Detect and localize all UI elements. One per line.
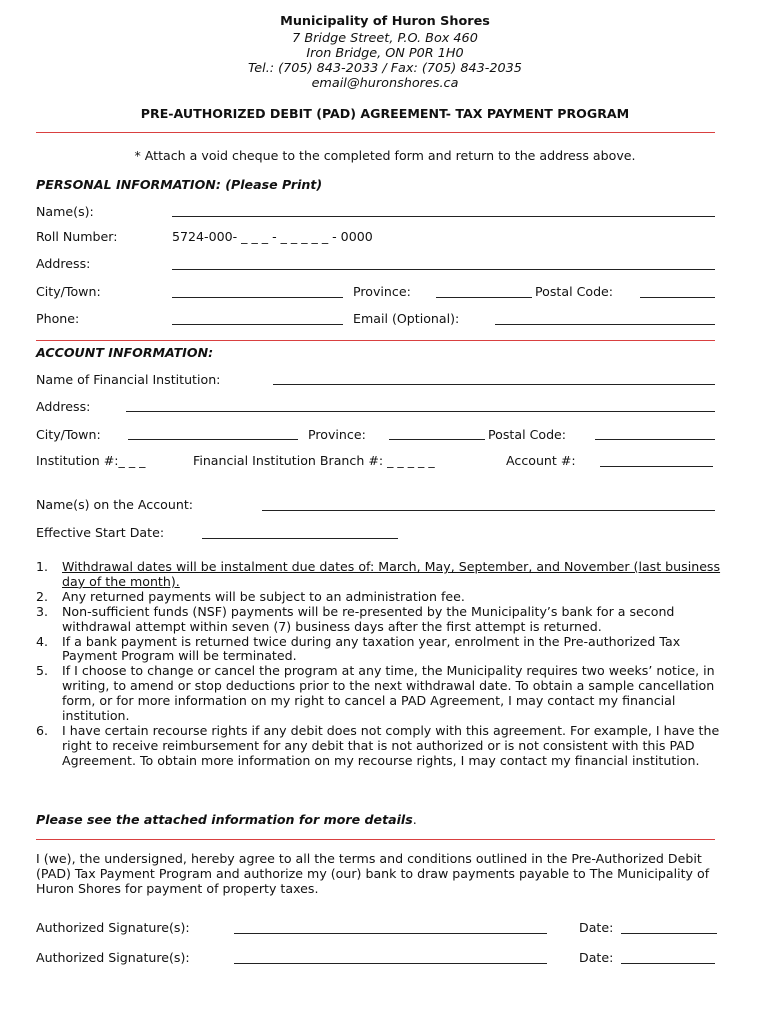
phone-field[interactable]: [172, 324, 343, 325]
signature-label-2: Authorized Signature(s):: [36, 950, 190, 965]
details-divider: [36, 839, 715, 840]
branch-number-field[interactable]: Financial Institution Branch #: _ _ _ _ _: [193, 453, 435, 468]
account-postal-field[interactable]: [595, 439, 715, 440]
address-label: Address:: [36, 256, 91, 271]
term-item: 2. Any returned payments will be subject to an administration fee.: [36, 588, 465, 604]
account-province-field[interactable]: [389, 439, 485, 440]
account-number-label: Account #:: [506, 453, 576, 468]
date-label-1: Date:: [579, 920, 614, 935]
account-address-field[interactable]: [126, 411, 715, 412]
postal-code-field[interactable]: [640, 297, 715, 298]
details-note: Please see the attached information for more details.: [36, 812, 417, 827]
agreement-paragraph: I (we), the undersigned, hereby agree to all the terms and conditions outlined in the Pre-Authorized Debit (PAD) Tax Payment Program and authorize my (our) bank to draw payments payable to The Municipality of Huron Shores for payment of property taxes.: [36, 851, 710, 896]
names-field[interactable]: [172, 216, 715, 217]
term-item: 1. Withdrawal dates will be instalment due dates of: March, May, September, and November (last business day of the month).: [36, 559, 721, 589]
term-item: 4. If a bank payment is returned twice during any taxation year, enrolment in the Pre-authorized Tax Payment Program will be terminated.: [36, 633, 681, 664]
postal-code-label: Postal Code:: [535, 284, 614, 299]
signature-field-1[interactable]: [234, 933, 547, 934]
term-text: Non-sufficient funds (NSF) payments will be re-presented by the Municipality’s bank for a second withdrawal attempt within seven (7) business days after the first attempt is returned.: [62, 603, 675, 634]
roll-number-field[interactable]: 5724-000- _ _ _ - _ _ _ _ _ - 0000: [172, 229, 373, 244]
address-field[interactable]: [172, 269, 715, 270]
province-label: Province:: [353, 284, 411, 299]
term-text: If I choose to change or cancel the program at any time, the Municipality requires two weeks’ notice, in writing, to amend or stop deductions prior to the next withdrawal date. To obtain a sample cancellation form, or for more information on my right to cancel a PAD Agreement, I may contact my financial institution.: [62, 663, 715, 724]
term-text: If a bank payment is returned twice during any taxation year, enrolment in the Pre-authorized Tax Payment Program will be terminated.: [62, 633, 681, 664]
account-postal-label: Postal Code:: [488, 427, 567, 442]
date-field-1[interactable]: [621, 933, 717, 934]
term-item: 6. I have certain recourse rights if any debit does not comply with this agreement. For example, I have the right to receive reimbursement for any debit that is not authorized or is not consistent with this PAD Agreement. To obtain more information on my recourse rights, I may contact my financial institution.: [36, 722, 720, 768]
account-address-label: Address:: [36, 399, 91, 414]
account-info-heading: ACCOUNT INFORMATION:: [36, 345, 214, 360]
date-field-2[interactable]: [621, 963, 715, 964]
org-address-line1: 7 Bridge Street, P.O. Box 460: [292, 31, 478, 46]
institution-number-field[interactable]: Institution #:_ _ _: [36, 453, 146, 468]
signature-label-1: Authorized Signature(s):: [36, 920, 190, 935]
terms-list: [36, 560, 736, 769]
names-on-account-field[interactable]: [262, 510, 715, 511]
account-city-label: City/Town:: [36, 427, 101, 442]
term-text: I have certain recourse rights if any debit does not comply with this agreement. For example, I have the right to receive reimbursement for any debit that is not authorized or is not consistent with this PAD Agreement. To obtain more information on my recourse rights, I may contact my financial institution.: [62, 722, 720, 768]
org-address-line2: Iron Bridge, ON P0R 1H0: [306, 46, 464, 61]
term-text: Any returned payments will be subject to an administration fee.: [62, 588, 465, 604]
personal-info-heading: PERSONAL INFORMATION: (Please Print): [36, 177, 323, 192]
account-province-label: Province:: [308, 427, 366, 442]
start-date-field[interactable]: [202, 538, 398, 539]
term-text: Withdrawal dates will be instalment due dates of: March, May, September, and November (last business day of the month).: [62, 559, 721, 589]
title-divider: [36, 132, 715, 133]
term-item: 5. If I choose to change or cancel the program at any time, the Municipality requires two weeks’ notice, in writing, to amend or stop deductions prior to the next withdrawal date. To obtain a sample cancellation form, or for more information on my right to cancel a PAD Agreement, I may contact my financial institution.: [36, 663, 715, 724]
email-label: Email (Optional):: [353, 311, 460, 326]
signature-field-2[interactable]: [234, 963, 547, 964]
city-field[interactable]: [172, 297, 343, 298]
city-label: City/Town:: [36, 284, 101, 299]
names-label: Name(s):: [36, 204, 94, 219]
account-city-field[interactable]: [128, 439, 298, 440]
account-number-field[interactable]: [600, 466, 713, 467]
province-field[interactable]: [436, 297, 532, 298]
org-email: email@huronshores.ca: [311, 76, 459, 91]
org-phone-fax: Tel.: (705) 843-2033 / Fax: (705) 843-2035: [248, 61, 522, 76]
institution-name-field[interactable]: [273, 384, 715, 385]
date-label-2: Date:: [579, 950, 614, 965]
term-item: 3. Non-sufficient funds (NSF) payments will be re-presented by the Municipality’s bank for a second withdrawal attempt within seven (7) business days after the first attempt is returned.: [36, 603, 675, 634]
phone-label: Phone:: [36, 311, 80, 326]
email-field[interactable]: [495, 324, 715, 325]
roll-number-label: Roll Number:: [36, 229, 118, 244]
start-date-label: Effective Start Date:: [36, 525, 165, 540]
personal-divider: [36, 340, 715, 341]
instruction-text: * Attach a void cheque to the completed form and return to the address above.: [134, 148, 636, 163]
names-on-account-label: Name(s) on the Account:: [36, 497, 193, 512]
form-title: PRE-AUTHORIZED DEBIT (PAD) AGREEMENT- TAX PAYMENT PROGRAM: [140, 106, 630, 121]
org-name: Municipality of Huron Shores: [280, 14, 490, 29]
institution-name-label: Name of Financial Institution:: [36, 372, 221, 387]
